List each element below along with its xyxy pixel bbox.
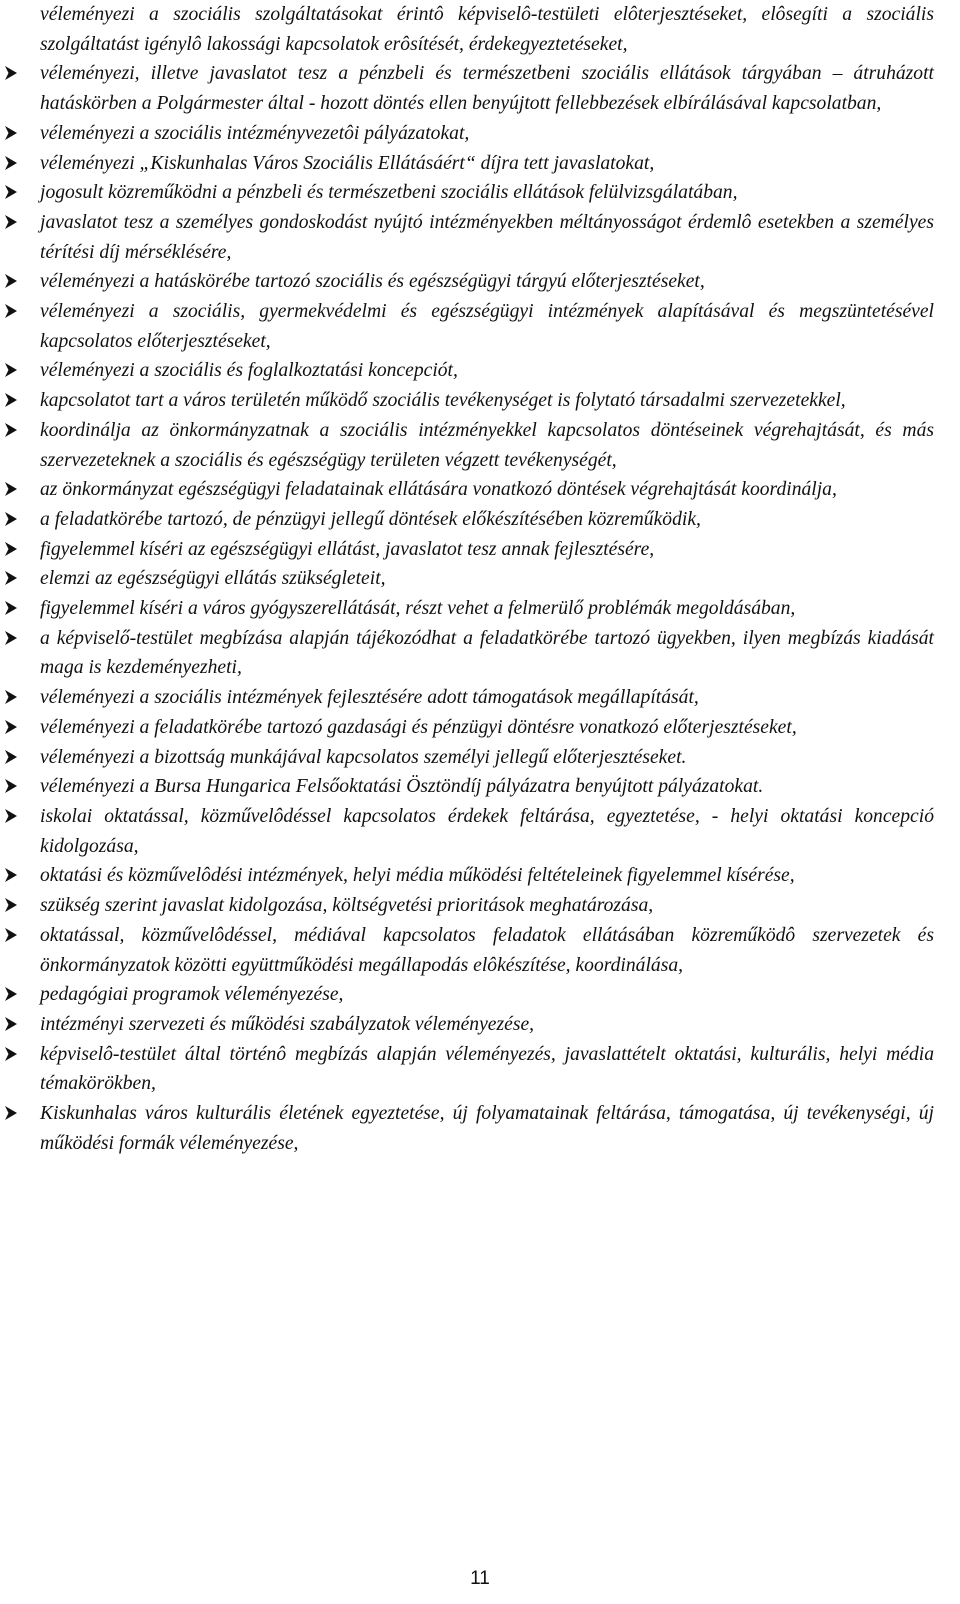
list-item [0, 416, 960, 475]
list-item [0, 713, 960, 743]
arrowhead-bullet-icon [4, 867, 18, 883]
list-item-text: véleményezi a szociális intézmények fejlesztésére adott támogatások megállapítását, [40, 687, 699, 709]
arrowhead-bullet-icon [4, 778, 18, 794]
list-item-text: a feladatkörébe tartozó, de pénzügyi jellegű döntések előkészítésében közreműködik, [40, 508, 701, 530]
list-item [0, 208, 960, 267]
list-item-text: a képviselő-testület megbízása alapján tájékozódhat a feladatkörébe tartozó ügyekben, ilyen megbízás kiadását maga is kezdeményezheti, [40, 627, 934, 679]
list-item [0, 386, 960, 416]
list-item [0, 802, 960, 861]
list-item [0, 59, 960, 118]
list-item-text: javaslatot tesz a személyes gondoskodást nyújtó intézményekben méltányosságot érdemlô esetekben a személyes térítési díj mérséklésére, [40, 211, 934, 263]
list-item [0, 683, 960, 713]
list-item [0, 564, 960, 594]
arrowhead-bullet-icon [4, 808, 18, 824]
list-item [0, 743, 960, 773]
list-item-text: az önkormányzat egészségügyi feladatainak ellátására vonatkozó döntések végrehajtását koordinálja, [40, 479, 837, 501]
arrowhead-bullet-icon [4, 481, 18, 497]
list-item [0, 1010, 960, 1040]
list-item-text: véleményezi a feladatkörébe tartozó gazdasági és pénzügyi döntésre vonatkozó előterjesztéseket, [40, 716, 797, 738]
arrowhead-bullet-icon [4, 986, 18, 1002]
list-item-text: véleményezi „Kiskunhalas Város Szociális Ellátásáért“ díjra tett javaslatokat, [40, 152, 655, 174]
list-item [0, 119, 960, 149]
list-item [0, 297, 960, 356]
list-item-text: véleményezi a Bursa Hungarica Felsőoktatási Ösztöndíj pályázatra benyújtott pályázatokat. [40, 776, 764, 798]
list-item [0, 594, 960, 624]
page-number: 11 [470, 1568, 490, 1589]
arrowhead-bullet-icon [4, 422, 18, 438]
arrowhead-bullet-icon [4, 65, 18, 81]
list-item-text: véleményezi a szociális szolgáltatásokat érintô képviselô-testületi elôterjesztéseket, elôsegíti a szociális szolgáltatást igénylô lakossági kapcsolatok erôsítését, érdekegyeztetéseket, [40, 4, 934, 55]
arrowhead-bullet-icon [4, 927, 18, 943]
arrowhead-bullet-icon [4, 570, 18, 586]
list-item-text: intézményi szervezeti és működési szabályzatok véleményezése, [40, 1013, 535, 1035]
arrowhead-bullet-icon [4, 689, 18, 705]
arrowhead-bullet-icon [4, 303, 18, 319]
arrowhead-bullet-icon [4, 214, 18, 230]
arrowhead-bullet-icon [4, 155, 18, 171]
list-item-text: figyelemmel kíséri a város gyógyszerellátását, részt vehet a felmerülő problémák megoldásában, [40, 598, 796, 620]
arrowhead-bullet-icon [4, 719, 18, 735]
list-item [0, 475, 960, 505]
list-item-text: jogosult közreműködni a pénzbeli és természetbeni szociális ellátások felülvizsgálatában, [40, 182, 738, 204]
list-item [0, 980, 960, 1010]
arrowhead-bullet-icon [4, 184, 18, 200]
list-item-text: véleményezi a szociális és foglalkoztatási koncepciót, [40, 360, 458, 382]
arrowhead-bullet-icon [4, 511, 18, 527]
list-item-text: oktatással, közművelôdéssel, médiával kapcsolatos feladatok ellátásában közreműködô szervezetek és önkormányzatok közötti együttműködési megállapodás elôkészítése, koordinálása, [40, 924, 934, 976]
list-item-text: Kiskunhalas város kulturális életének egyeztetése, új folyamatainak feltárása, támogatása, új tevékenységi, új működési formák véleményezése, [40, 1103, 934, 1154]
list-item-text: elemzi az egészségügyi ellátás szükségleteit, [40, 568, 386, 590]
list-item [0, 0, 960, 59]
list-item [0, 356, 960, 386]
list-item [0, 1099, 960, 1158]
arrowhead-bullet-icon [4, 392, 18, 408]
list-item-text: véleményezi a szociális, gyermekvédelmi és egészségügyi intézmények alapításával és megszüntetésével kapcsolatos előterjesztéseket, [40, 301, 934, 352]
list-item-text: képviselô-testület által történô megbízás alapján véleményezés, javaslattételt oktatási, kulturális, helyi média témakörökben, [40, 1043, 934, 1095]
arrowhead-bullet-icon [4, 362, 18, 378]
list-item [0, 267, 960, 297]
list-item-text: szükség szerint javaslat kidolgozása, költségvetési prioritások meghatározása, [40, 895, 654, 917]
list-item-text: véleményezi a hatáskörébe tartozó szociális és egészségügyi tárgyú előterjesztéseket, [40, 271, 705, 293]
list-item [0, 921, 960, 980]
arrowhead-bullet-icon [4, 125, 18, 141]
list-item-text: figyelemmel kíséri az egészségügyi ellátást, javaslatot tesz annak fejlesztésére, [40, 538, 655, 560]
list-item [0, 891, 960, 921]
list-item [0, 178, 960, 208]
list-item [0, 535, 960, 565]
list-item-text: koordinálja az önkormányzatnak a szociális intézményekkel kapcsolatos döntéseinek végrehajtását, és más szervezeteknek a szociális és egészségügy területen végzett tevékenységét, [40, 419, 934, 471]
list-item [0, 861, 960, 891]
list-item-text: kapcsolatot tart a város területén működő szociális tevékenységet is folytató társadalmi szervezetekkel, [40, 390, 846, 412]
list-item-text: véleményezi a bizottság munkájával kapcsolatos személyi jellegű előterjesztéseket. [40, 746, 687, 768]
arrowhead-bullet-icon [4, 1046, 18, 1062]
arrowhead-bullet-icon [4, 1016, 18, 1032]
list-item [0, 505, 960, 535]
arrowhead-bullet-icon [4, 749, 18, 765]
list-item-text: véleményezi a szociális intézményvezetôi pályázatokat, [40, 122, 470, 144]
arrowhead-bullet-icon [4, 630, 18, 646]
list-item [0, 772, 960, 802]
arrowhead-bullet-icon [4, 273, 18, 289]
arrowhead-bullet-icon [4, 1105, 18, 1121]
arrowhead-bullet-icon [4, 600, 18, 616]
arrowhead-bullet-icon [4, 541, 18, 557]
arrowhead-bullet-icon [4, 897, 18, 913]
list-item [0, 149, 960, 179]
list-item [0, 624, 960, 683]
list-item-text: oktatási és közművelôdési intézmények, helyi média működési feltételeinek figyelemmel kísérése, [40, 865, 795, 887]
list-item-text: véleményezi, illetve javaslatot tesz a pénzbeli és természetbeni szociális ellátások tárgyában – átruházott hatáskörben a Polgármester által - hozott döntés ellen benyújtott fellebbezések elbírálásával kapcsolatban, [40, 63, 934, 115]
list-item-text: pedagógiai programok véleményezése, [40, 984, 344, 1006]
list-item [0, 1040, 960, 1099]
list-item-text: iskolai oktatással, közművelôdéssel kapcsolatos érdekek feltárása, egyeztetése, - helyi oktatási koncepció kidolgozása, [40, 805, 934, 857]
